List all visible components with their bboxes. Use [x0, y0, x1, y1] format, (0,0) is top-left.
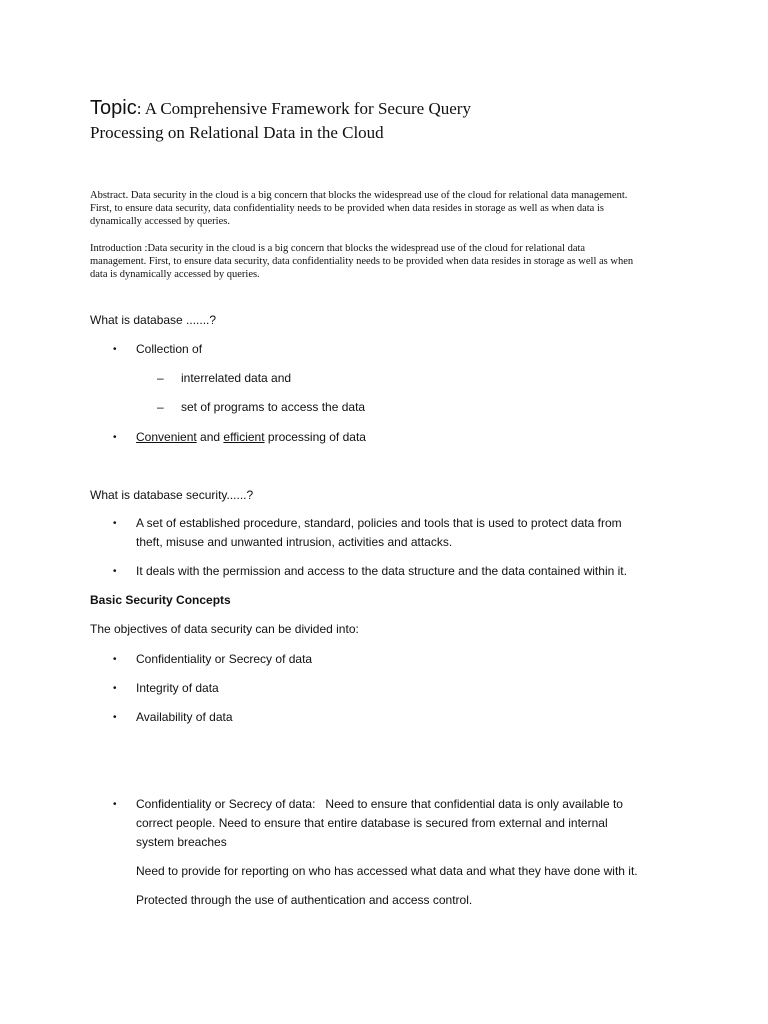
dash-icon: – — [157, 371, 164, 385]
title-text-1: : A Comprehensive Framework for Secure Query — [136, 99, 471, 118]
introduction-line-3: data is dynamically accessed by queries. — [90, 269, 260, 280]
objective-item-confidentiality: Confidentiality or Secrecy of data — [136, 652, 313, 666]
bullet-icon: • — [113, 712, 117, 723]
objectives-text: The objectives of data security can be divided into: — [90, 622, 359, 636]
database-heading: What is database .......? — [90, 313, 217, 327]
sub-item-interrelated: interrelated data and — [181, 371, 292, 385]
confidentiality-line-3: system breaches — [136, 835, 227, 849]
bullet-icon: • — [113, 432, 117, 443]
document-title-line-1 — [90, 96, 471, 121]
convenient-word: Convenient — [136, 430, 197, 444]
bullet-icon: • — [113, 799, 117, 810]
security-heading: What is database security......? — [90, 488, 254, 502]
abstract-line-1: Abstract. Data security in the cloud is a big concern that blocks the widespread use of the cloud for relational data management. — [90, 190, 628, 201]
and-word: and — [196, 430, 224, 444]
introduction-line-1: Introduction :Data security in the cloud is a big concern that blocks the widespread use of the cloud for relational data — [90, 243, 586, 254]
convenient-efficient-item — [136, 428, 366, 447]
confidentiality-line-1: Confidentiality or Secrecy of data: Need to ensure that confidential data is only available to — [136, 797, 623, 811]
bullet-icon: • — [113, 654, 117, 665]
authentication-paragraph: Protected through the use of authentication and access control. — [136, 893, 473, 907]
dash-icon: – — [157, 400, 164, 414]
topic-label: Topic — [90, 97, 137, 119]
sub-item-programs: set of programs to access the data — [181, 400, 366, 414]
introduction-line-2: management. First, to ensure data security, data confidentiality needs to be provided when data resides in storage as well as when — [90, 256, 634, 267]
bullet-icon: • — [113, 344, 117, 355]
collection-item: Collection of — [136, 342, 203, 356]
security-bullet-1-line-1: A set of established procedure, standard, policies and tools that is used to protect data from — [136, 516, 622, 530]
security-bullet-2: It deals with the permission and access to the data structure and the data contained within it. — [136, 564, 627, 578]
reporting-paragraph: Need to provide for reporting on who has accessed what data and what they have done with it. — [136, 864, 638, 878]
basic-security-heading: Basic Security Concepts — [90, 593, 231, 607]
abstract-line-2: First, to ensure data security, data confidentiality needs to be provided when data resides in storage as well as when data is — [90, 203, 604, 214]
document-title-line-2: Processing on Relational Data in the Cloud — [90, 123, 384, 142]
abstract-line-3: dynamically accessed by queries. — [90, 216, 230, 227]
confidentiality-line-2: correct people. Need to ensure that entire database is secured from external and internal — [136, 816, 608, 830]
processing-text: processing of data — [264, 430, 366, 444]
bullet-icon: • — [113, 566, 117, 577]
objective-item-availability: Availability of data — [136, 710, 233, 724]
security-bullet-1-line-2: theft, misuse and unwanted intrusion, activities and attacks. — [136, 535, 453, 549]
bullet-icon: • — [113, 518, 117, 529]
objective-item-integrity: Integrity of data — [136, 681, 219, 695]
bullet-icon: • — [113, 683, 117, 694]
efficient-word: efficient — [223, 430, 265, 444]
